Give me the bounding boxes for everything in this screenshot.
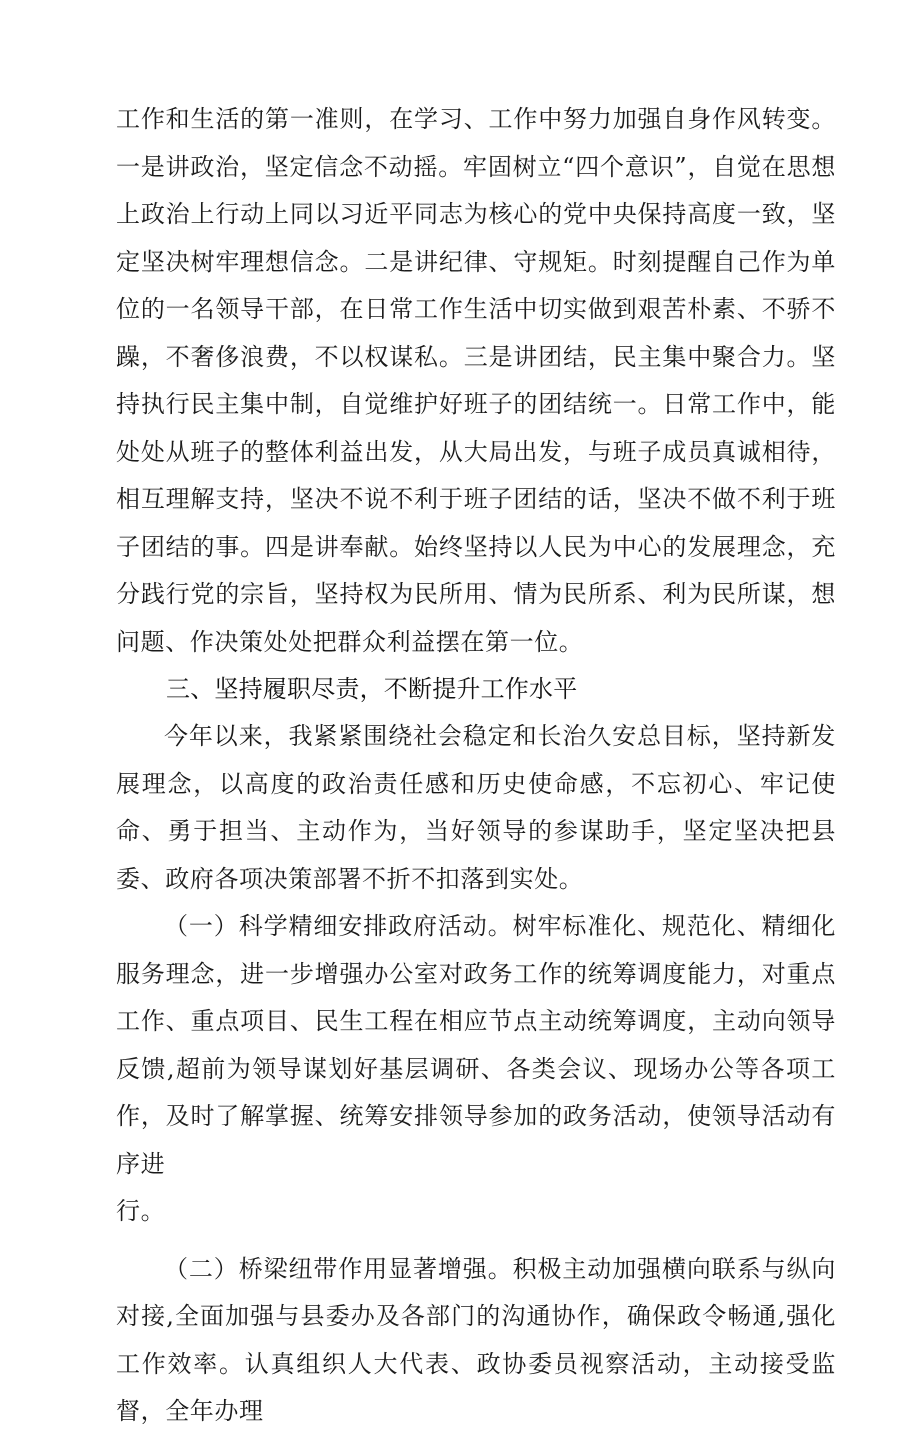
document-body bbox=[116, 96, 836, 1436]
paragraph-subsection-1-text: （一）科学精细安排政府活动。树牢标准化、规范化、精细化服务理念，进一步增强办公室对政务工作的统筹调度能力，对重点工作、重点项目、民生工程在相应节点主动统筹调度，主动向领导反馈,超前为领导谋划好基层调研、各类会议、现场办公等各项工作，及时了解掌握、统筹安排领导参加的政务活动，使领导活动有序进 bbox=[116, 912, 836, 1178]
paragraph-conduct: 工作和生活的第一准则，在学习、工作中努力加强自身作风转变。一是讲政治，坚定信念不动摇。牢固树立“四个意识”，自觉在思想上政治上行动上同以习近平同志为核心的党中央保持高度一致，坚定坚决树牢理想信念。二是讲纪律、守规矩。时刻提醒自己作为单位的一名领导干部，在日常工作生活中切实做到艰苦朴素、不骄不躁，不奢侈浪费，不以权谋私。三是讲团结，民主集中聚合力。坚持执行民主集中制，自觉维护好班子的团结统一。日常工作中，能处处从班子的整体利益出发，从大局出发，与班子成员真诚相待，相互理解支持，坚决不说不利于班子团结的话，坚决不做不利于班子团结的事。四是讲奉献。始终坚持以人民为中心的发展理念，充分践行党的宗旨，坚持权为民所用、情为民所系、利为民所谋，想问题、作决策处处把群众利益摆在第一位。 bbox=[116, 105, 836, 656]
paragraph-subsection-1-tail: 行。 bbox=[116, 1197, 166, 1225]
section-heading-3: 三、坚持履职尽责，不断提升工作水平 bbox=[166, 675, 578, 703]
paragraph-overview: 今年以来，我紧紧围绕社会稳定和长治久安总目标，坚持新发展理念，以高度的政治责任感和历史使命感，不忘初心、牢记使命、勇于担当、主动作为，当好领导的参谋助手，坚定坚决把县委、政府各项决策部署不折不扣落到实处。 bbox=[116, 722, 836, 893]
paragraph-subsection-2: （二）桥梁纽带作用显著增强。积极主动加强横向联系与纵向对接,全面加强与县委办及各部门的沟通协作，确保政令畅通,强化工作效率。认真组织人大代表、政协委员视察活动，主动接受监督，全年办理 bbox=[116, 1254, 836, 1425]
spacer bbox=[116, 1236, 836, 1246]
paragraph-subsection-1 bbox=[116, 903, 836, 1188]
